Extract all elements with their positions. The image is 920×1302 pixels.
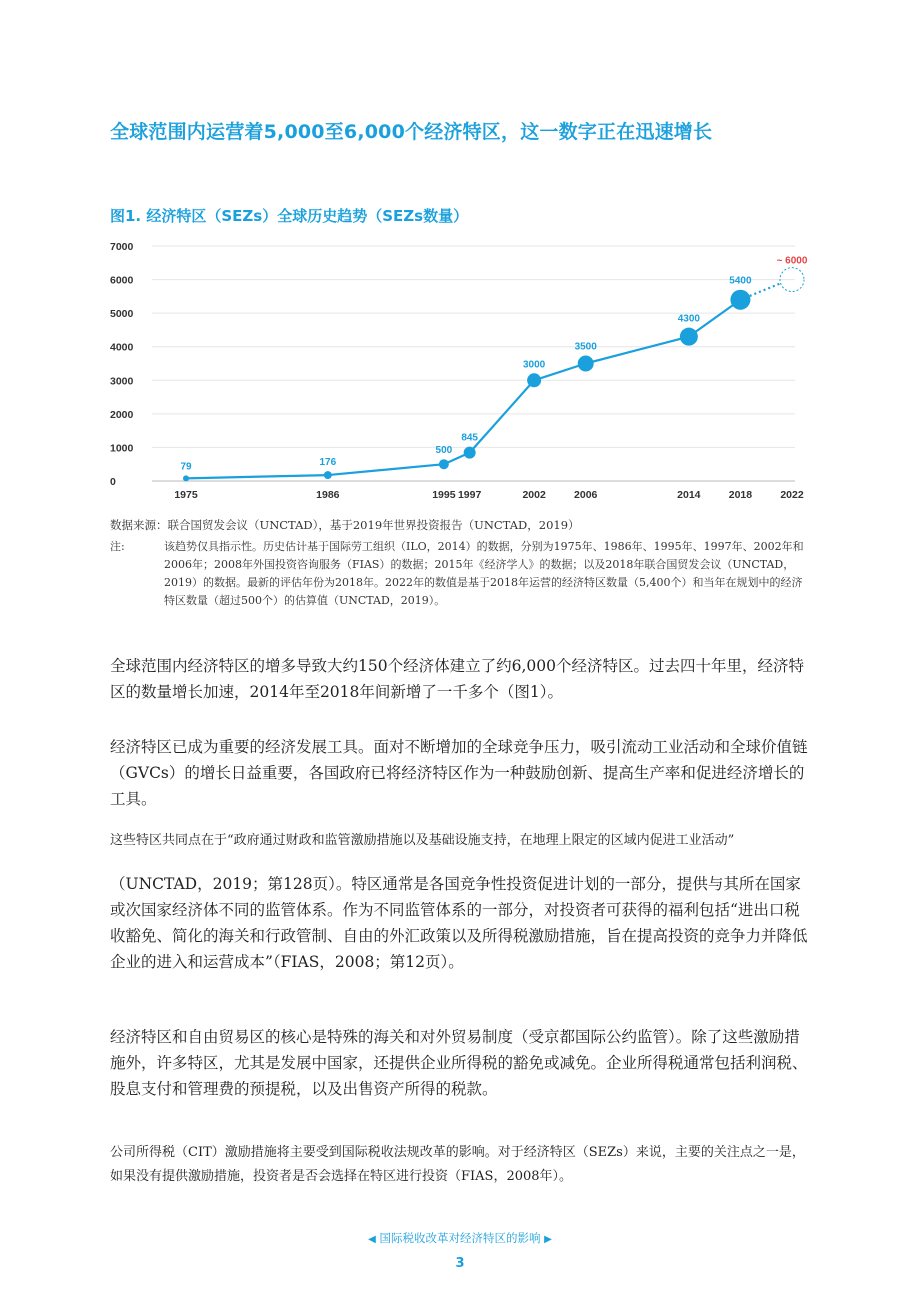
chart-data-label: 4300 (677, 313, 700, 325)
chart-data-label: 3000 (523, 359, 546, 371)
footer-navigation (0, 1230, 920, 1246)
chart-x-tick-label: 2014 (677, 489, 701, 501)
chart-data-label: 176 (319, 457, 337, 469)
chart-data-label: 845 (461, 432, 479, 444)
chart-data-label: 3500 (574, 341, 597, 353)
sez-trend-chart (100, 232, 820, 507)
chart-series-line (186, 300, 740, 479)
chart-y-tick-label: 6000 (110, 274, 134, 287)
figure-notes (110, 538, 810, 610)
chart-y-tick-label: 4000 (110, 341, 134, 354)
paragraph-3: 这些特区共同点在于“政府通过财政和监管激励措施以及基础设施支持，在地理上限定的区域内促进工业活动” (110, 833, 735, 848)
paragraph-4: （UNCTAD，2019；第128页）。特区通常是各国竞争性投资促进计划的一部分，提供与其所在国家或次国家经济体不同的监管体系。作为不同监管体系的一部分，对投资者可获得的福利包括“进出口税收豁免、简化的海关和行政管制、自由的外汇政策以及所得税激励措施，旨在提高投资的竞争力并降低企业的进入和运营成本”（FIAS，2008；第12页）。 (110, 875, 808, 971)
chart-data-point (527, 373, 541, 387)
chart-data-point (680, 328, 698, 346)
chart-y-tick-label: 1000 (110, 442, 134, 455)
chart-projection-label: ~ 6000 (776, 255, 808, 267)
chart-y-tick-label: 7000 (110, 241, 134, 253)
paragraph-2: 经济特区已成为重要的经济发展工具。面对不断增加的全球竞争压力，吸引流动工业活动和全球价值链（GVCs）的增长日益重要，各国政府已将经济特区作为一种鼓励创新、提高生产率和促进经济增长的工具。 (110, 738, 808, 808)
prev-page-icon[interactable]: ◀ (368, 1234, 376, 1245)
chart-x-tick-label: 1975 (174, 489, 198, 501)
chart-data-point (464, 447, 476, 459)
notes-label: 注: (110, 540, 125, 553)
notes-text: 该趋势仅具指示性。历史估计基于国际劳工组织（ILO，2014）的数据，分别为1975年、1986年、1995年、1997年、2002年和2006年；2008年外国投资咨询服务（FIAS）的数据；2015年《经济学人》的数据；以及2018年联合国贸发会议（UNCTAD，2019）的数据。最新的评估年份为2018年。2022年的数值是基于2018年运营的经济特区数量（5,400个）和当年在规划中的经济特区数量（超过500个）的估算值（UNCTAD，2019）。 (164, 540, 804, 607)
chart-x-tick-label: 2002 (522, 489, 546, 501)
chart-x-tick-label: 1997 (457, 489, 482, 501)
paragraph-1: 全球范围内经济特区的增多导致大约150个经济体建立了约6,000个经济特区。过去四十年里，经济特区的数量增长加速，2014年至2018年间新增了一千多个（图1）。 (110, 657, 804, 701)
chart-x-tick-label: 1995 (432, 489, 456, 501)
chart-x-tick-label: 2022 (780, 489, 804, 501)
next-page-icon[interactable]: ▶ (544, 1234, 552, 1245)
chart-data-point (730, 290, 750, 310)
page-headline: 全球范围内运营着5,000至6,000个经济特区，这一数字正在迅速增长 (110, 121, 713, 143)
chart-data-point (183, 475, 189, 481)
paragraph-5: 经济特区和自由贸易区的核心是特殊的海关和对外贸易制度（受京都国际公约监管）。除了这些激励措施外，许多特区，尤其是发展中国家，还提供企业所得税的豁免或减免。企业所得税通常包括利润税、股息支付和管理费的预提税，以及出售资产所得的税款。 (110, 1028, 808, 1098)
chart-y-tick-label: 5000 (110, 308, 134, 321)
chart-data-point (439, 459, 449, 469)
chart-x-tick-label: 2018 (728, 489, 753, 501)
chart-data-point (324, 471, 332, 479)
chart-data-point (578, 356, 594, 372)
footer-doc-title[interactable]: 国际税收改革对经济特区的影响 (379, 1231, 541, 1245)
chart-x-tick-label: 2006 (574, 489, 598, 501)
chart-data-label: 79 (180, 461, 192, 473)
chart-y-tick-label: 2000 (110, 408, 134, 421)
chart-y-tick-label: 3000 (110, 375, 134, 388)
figure-source: 数据来源：联合国贸发会议（UNCTAD），基于2019年世界投资报告（UNCTAD，2019） (110, 518, 580, 532)
figure-title: 图1. 经济特区（SEZs）全球历史趋势（SEZs数量） (110, 207, 469, 225)
chart-x-tick-label: 1986 (316, 489, 340, 501)
chart-data-label: 5400 (729, 275, 752, 287)
paragraph-6: 公司所得税（CIT）激励措施将主要受到国际税收法规改革的影响。对于经济特区（SEZs）来说，主要的关注点之一是，如果没有提供激励措施，投资者是否会选择在特区进行投资（FIAS，2008年）。 (110, 1145, 805, 1184)
page-number: 3 (455, 1256, 465, 1271)
chart-data-label: 500 (435, 445, 453, 457)
chart-y-tick-label: 0 (110, 476, 116, 488)
